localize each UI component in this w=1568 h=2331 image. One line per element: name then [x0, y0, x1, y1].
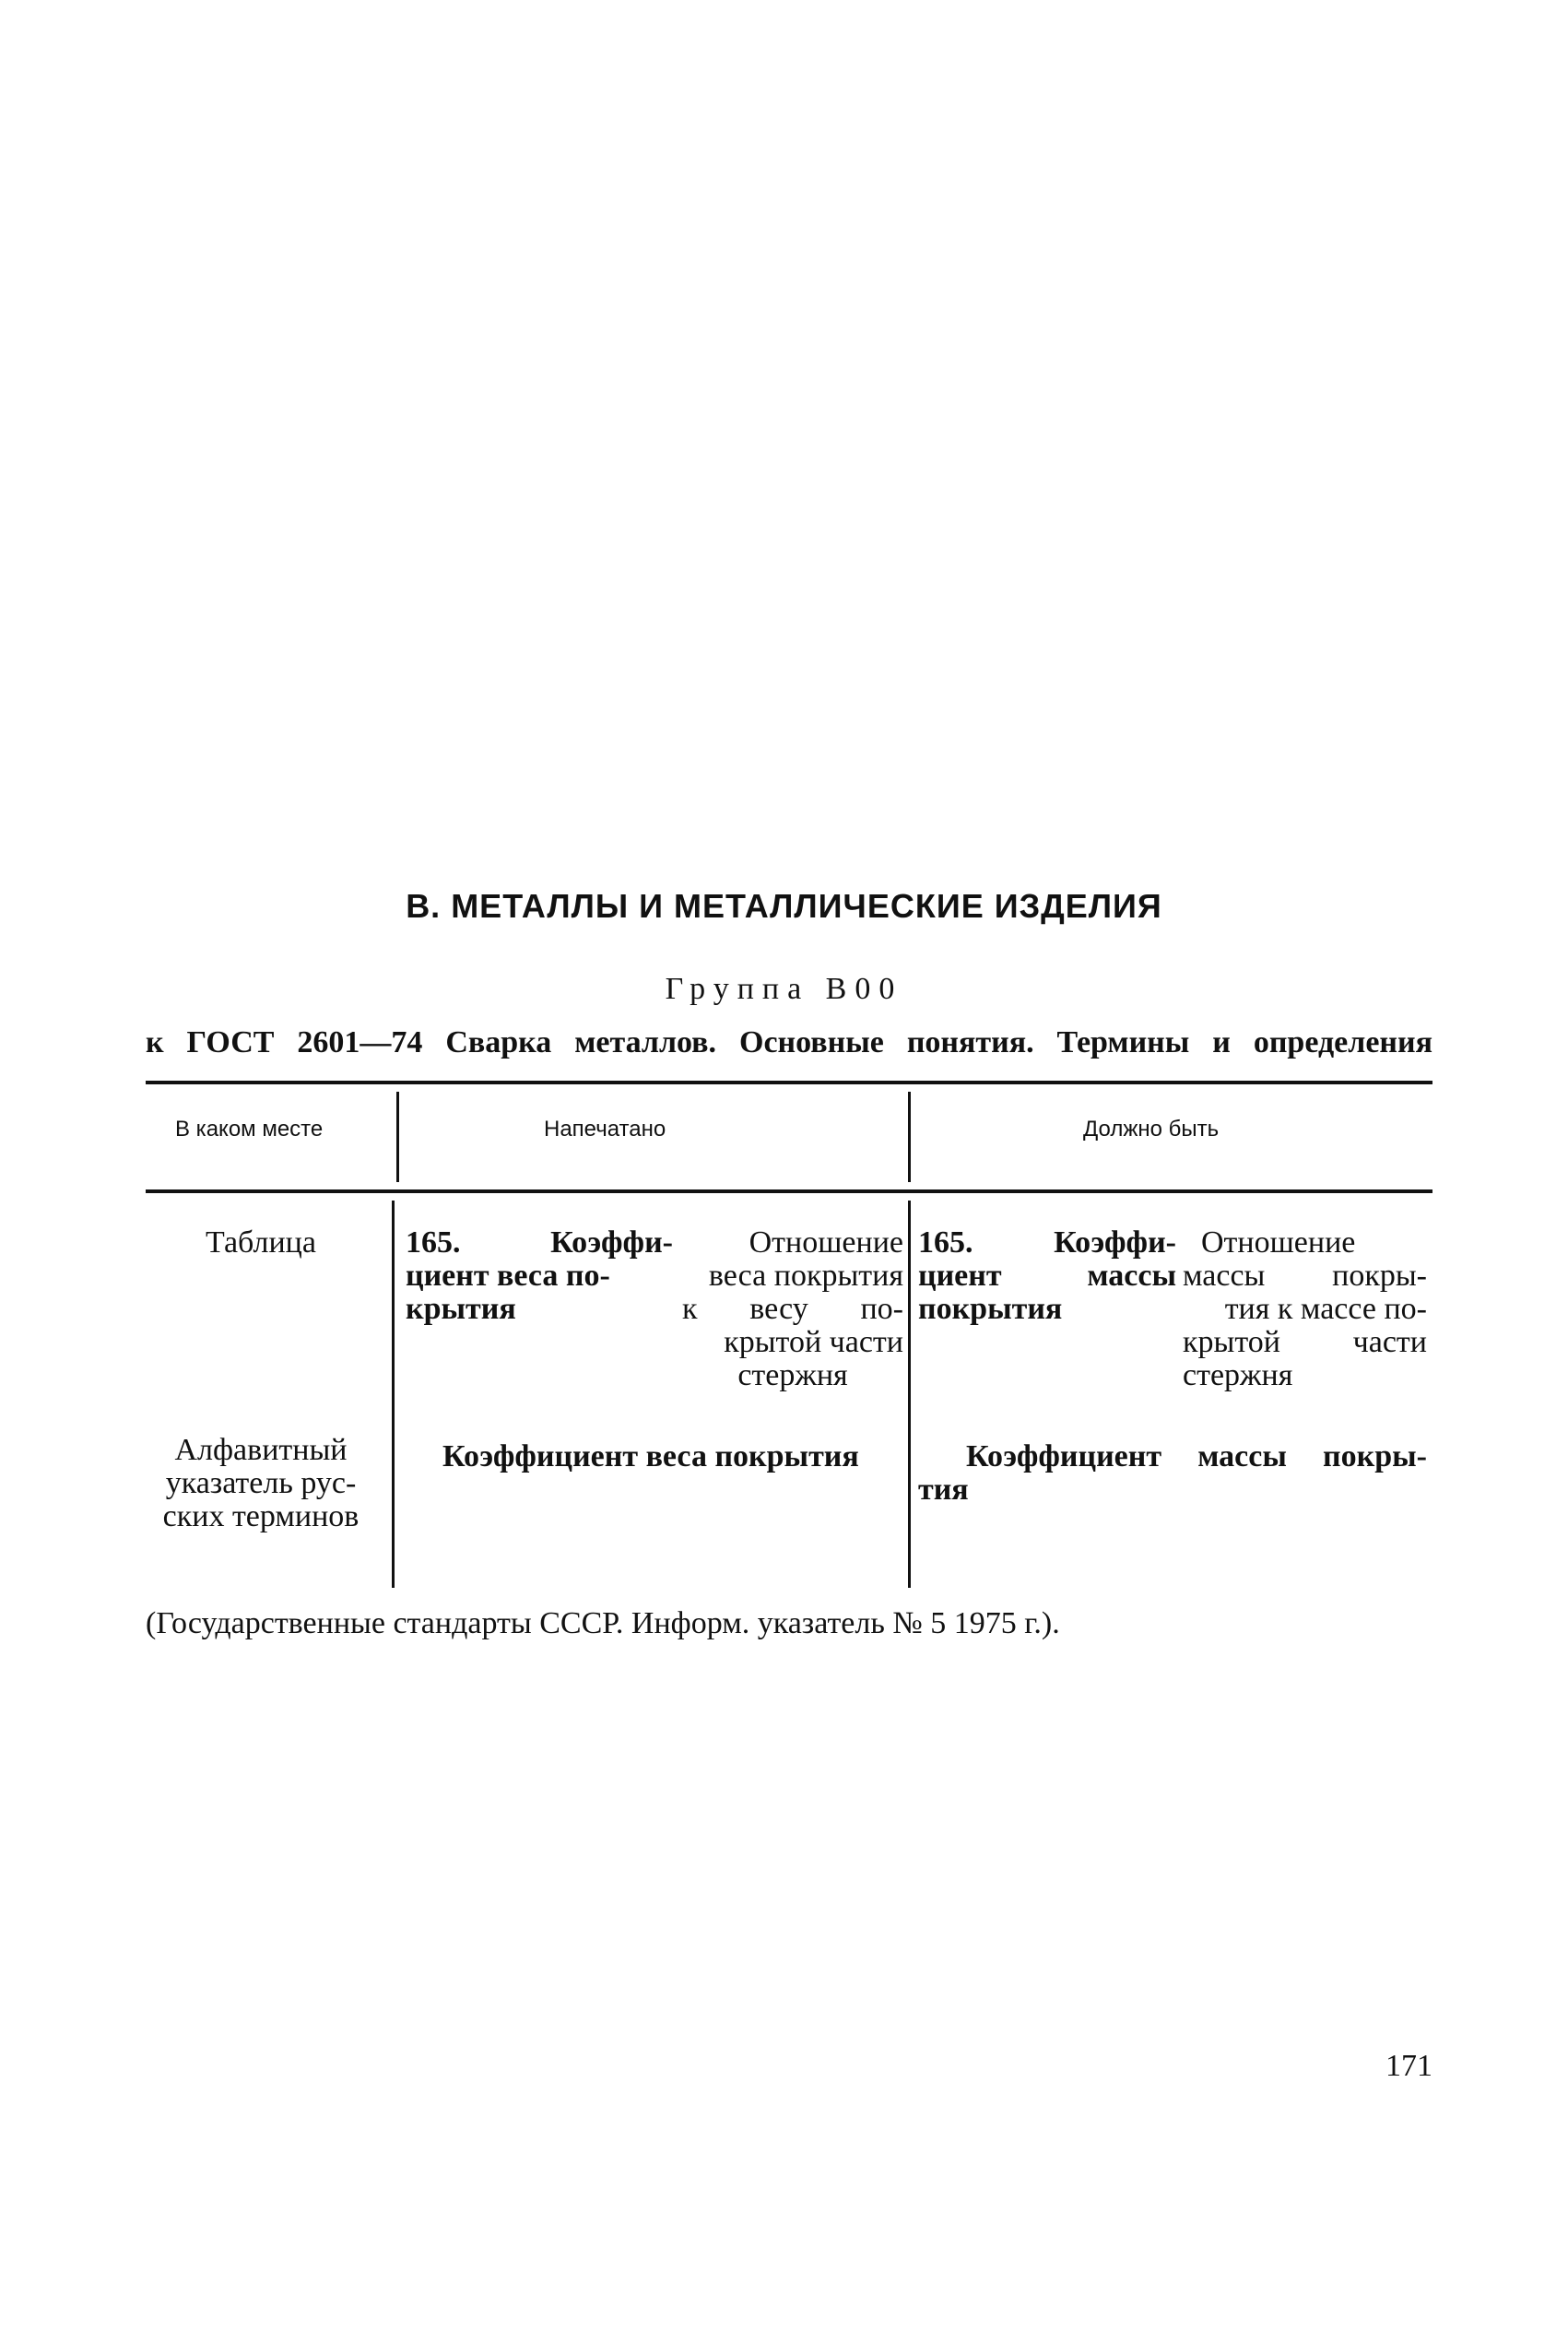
row1-printed-def-line: к весу по- [682, 1292, 903, 1326]
row1-printed-term-line: крытия [406, 1292, 516, 1326]
row2-place [146, 1434, 376, 1533]
row2-correct-line: тия [918, 1473, 969, 1507]
row1-place-line: Таблица [206, 1225, 316, 1260]
row2-printed: Коэффициент веса покрытия [442, 1439, 859, 1473]
row2-correct [918, 1440, 1427, 1507]
row1-printed-def-line: крытой части [724, 1325, 903, 1359]
row2-place-line: указатель рус- [165, 1466, 357, 1500]
header-divider-2 [908, 1092, 911, 1182]
row1-printed-def-line: Отношение [749, 1225, 903, 1260]
row1-correct-def-line: массы покры- [1183, 1259, 1427, 1293]
row1-correct-definition [1183, 1226, 1427, 1392]
body-divider-2 [908, 1201, 911, 1588]
row2-place-line: Алфавитный [174, 1433, 348, 1467]
row2-place-line: ских терминов [162, 1499, 360, 1533]
body-divider-1 [392, 1201, 395, 1588]
row1-printed-term-line: 165. Коэффи- [406, 1225, 673, 1260]
row1-correct-def-line: Отношение [1201, 1225, 1356, 1260]
row1-correct-term-line: циент массы [918, 1259, 1176, 1293]
row1-place [146, 1226, 376, 1260]
row1-printed-def-line: веса покрытия [708, 1259, 903, 1293]
row2-correct-line: Коэффициент массы покры- [966, 1439, 1427, 1473]
row1-correct-def-line: стержня [1183, 1358, 1293, 1392]
row1-printed-term-line: циент веса по- [406, 1259, 610, 1293]
row1-correct-term-line: покрытия [918, 1292, 1063, 1326]
header-place: В каком месте [175, 1117, 324, 1142]
row1-correct-def-line: тия к массе по- [1224, 1292, 1427, 1326]
row1-printed-term [406, 1226, 673, 1326]
row1-printed-definition [682, 1226, 903, 1392]
gost-title: к ГОСТ 2601—74 Сварка металлов. Основные понятия. Термины и определения [146, 1025, 1432, 1059]
header-printed: Напечатано [544, 1117, 666, 1142]
row1-printed-def-line: стержня [737, 1358, 848, 1392]
header-correct: Должно быть [1083, 1117, 1220, 1142]
section-title: В. МЕТАЛЛЫ И МЕТАЛЛИЧЕСКИЕ ИЗДЕЛИЯ [406, 887, 1162, 925]
table-header-rule [146, 1189, 1432, 1193]
table-top-rule [146, 1081, 1432, 1084]
group-title: Группа В00 [665, 972, 903, 1006]
row1-correct-term-line: 165. Коэффи- [918, 1225, 1176, 1260]
row1-correct-def-line: крытой части [1183, 1325, 1427, 1359]
row1-correct-term [918, 1226, 1176, 1326]
source-note: (Государственные стандарты СССР. Информ. указатель № 5 1975 г.). [146, 1606, 1060, 1640]
page-number: 171 [1385, 2049, 1432, 2083]
header-divider-1 [396, 1092, 399, 1182]
